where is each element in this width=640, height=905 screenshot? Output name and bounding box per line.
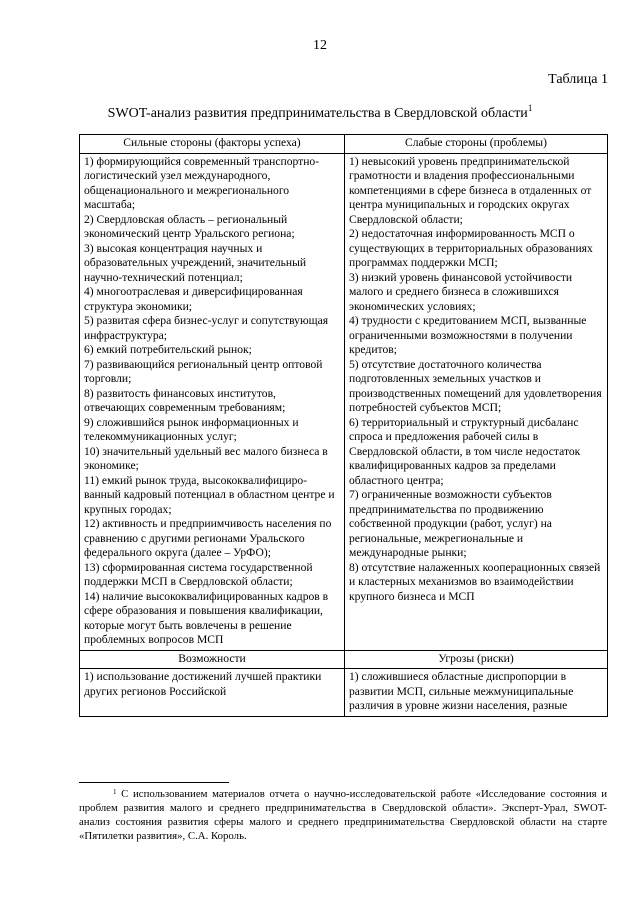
strengths-header: Сильные стороны (факторы успеха) bbox=[80, 135, 345, 154]
opportunities-cell bbox=[80, 669, 345, 717]
weakness-item: 1) невысокий уровень предпринимательской грамотности и владения профессиональными компетенциями в сфере бизнеса в отдаленных от центра муниципальных и городских округах Свердловской области; bbox=[349, 154, 592, 226]
weaknesses-cell bbox=[345, 153, 608, 650]
threats-cell bbox=[345, 669, 608, 717]
strength-item: 13) сформированная система государственной поддержки МСП в Свердловской области; bbox=[84, 560, 313, 588]
strengths-cell bbox=[80, 153, 345, 650]
strength-item: 5) развитая сфера бизнес-услуг и сопутствующая инфраструктура; bbox=[84, 314, 329, 342]
strength-item: 8) развитость финансовых институтов, отвечающих современным требованиям; bbox=[84, 386, 286, 414]
threat-item: 1) сложившиеся областные диспропорции в развитии МСП, сильные межмуниципальные различия в уровне жизни населения, разные bbox=[349, 670, 574, 712]
weakness-item: 8) отсутствие налаженных кооперационных связей и кластерных механизмов во взаимодействии крупного бизнеса и МСП bbox=[349, 560, 601, 603]
swot-content-row-bottom bbox=[80, 669, 608, 717]
footnote-divider bbox=[79, 782, 229, 783]
swot-table bbox=[79, 134, 608, 717]
threats-header: Угрозы (риски) bbox=[345, 650, 608, 669]
footnote-text: С использованием материалов отчета о научно-исследовательской работе «Исследование состояния и проблем развития малого и среднего предпринимательства в Свердловской области». Эксперт-Урал, SWOT-анализ состояния развития сферы малого и среднего предпринимательства Свердловской области на старте «Пятилетки развития», С.А. Король. bbox=[79, 788, 607, 842]
strength-item: 7) развивающийся региональный центр оптовой торговли; bbox=[84, 357, 323, 385]
strength-item: 3) высокая концентрация научных и образовательных учреждений, значительный научно-технический потенциал; bbox=[84, 241, 307, 284]
weakness-item: 4) трудности с кредитованием МСП, вызванные ограниченными возможностями в получении кредитов; bbox=[349, 314, 587, 356]
strength-item: 11) емкий рынок труда, высококвалифициро-ванный кадровый потенциал в областном центре и крупных городах; bbox=[84, 473, 335, 516]
title-footnote-mark: 1 bbox=[527, 103, 533, 113]
weakness-item: 6) территориальный и структурный дисбаланс спроса и предложения рабочей силы в Свердловской области, в том числе недостаток квалифицированных кадров за пределами областного центра; bbox=[349, 415, 581, 487]
swot-header-row-bottom bbox=[80, 650, 608, 669]
page-number: 12 bbox=[313, 38, 327, 53]
table-label: Таблица 1 bbox=[548, 72, 608, 87]
weakness-item: 5) отсутствие достаточного количества подготовленных земельных участков и производственных помещений для удовлетворения потребностей субъектов МСП; bbox=[349, 357, 602, 414]
footnote-mark: 1 bbox=[113, 788, 117, 796]
swot-header-row-top bbox=[80, 135, 608, 154]
weaknesses-header: Слабые стороны (проблемы) bbox=[345, 135, 608, 154]
strength-item: 4) многоотраслевая и диверсифицированная структура экономики; bbox=[84, 285, 303, 313]
document-title-text: SWOT-анализ развития предпринимательства в Свердловской области bbox=[107, 106, 528, 121]
weakness-item: 2) недостаточная информированность МСП о существующих в территориальных образованиях программах поддержки МСП; bbox=[349, 227, 593, 269]
strength-item: 9) сложившийся рынок информационных и телекоммуникационных услуг; bbox=[84, 415, 299, 443]
strength-item: 12) активность и предприимчивость населения по сравнению с другими регионами Уральского федерального округа (далее – УрФО); bbox=[84, 517, 332, 559]
weakness-item: 7) ограниченные возможности субъектов предпринимательства по продвижению собственной продукции (работ, услуг) на региональные, межрегиональные и международные рынки; bbox=[349, 488, 552, 559]
opportunities-header: Возможности bbox=[80, 650, 345, 669]
strength-item: 2) Свердловская область – региональный экономический центр Уральского региона; bbox=[84, 212, 295, 240]
strength-item: 6) емкий потребительский рынок; bbox=[84, 343, 252, 356]
strength-item: 14) наличие высококвалифицированных кадров в сфере образования и повышения квалификации, которые могут быть вовлечены в решение проблемных вопросов МСП bbox=[84, 589, 329, 646]
strength-item: 1) формирующийся современный транспортно-логистический узел международного, общенационального и межрегионального масштаба; bbox=[84, 154, 320, 211]
document-title bbox=[0, 103, 640, 122]
opportunity-item: 1) использование достижений лучшей практики других регионов Российской bbox=[84, 670, 322, 698]
weakness-item: 3) низкий уровень финансовой устойчивости малого и среднего бизнеса в сложившихся экономических условиях; bbox=[349, 270, 573, 313]
footnote bbox=[79, 787, 607, 843]
strength-item: 10) значительный удельный вес малого бизнеса в экономике; bbox=[84, 444, 328, 472]
swot-content-row-top bbox=[80, 153, 608, 650]
